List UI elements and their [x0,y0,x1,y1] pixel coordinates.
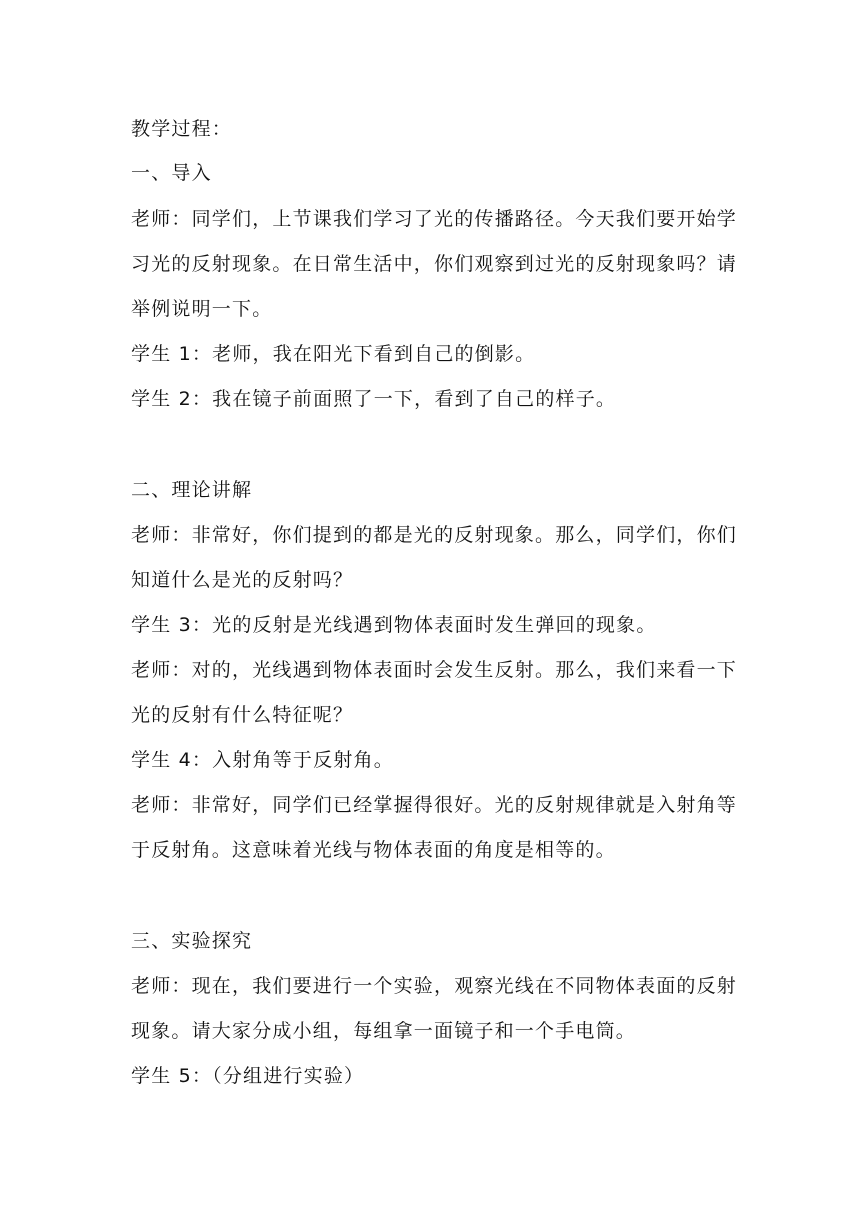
paragraph-line: 知道什么是光的反射吗？ [131,569,354,591]
paragraph-line: 学生 4：入射角等于反射角。 [131,749,394,771]
paragraph-line: 老师：对的，光线遇到物体表面时会发生反射。那么，我们来看一下 [131,659,738,681]
paragraph-line: 学生 3：光的反射是光线遇到物体表面时发生弹回的现象。 [131,614,657,636]
paragraph-line: 老师：非常好，同学们已经掌握得很好。光的反射规律就是入射角等 [131,794,738,816]
section-heading-theory: 二、理论讲解 [131,479,253,501]
section-heading-experiment: 三、实验探究 [131,930,253,952]
paragraph-line: 于反射角。这意味着光线与物体表面的角度是相等的。 [131,839,616,861]
paragraph-line: 老师：同学们，上节课我们学习了光的传播路径。今天我们要开始学 [131,208,738,230]
paragraph-line: 光的反射有什么特征呢？ [131,704,354,726]
section-heading-teaching-process: 教学过程： [131,118,233,140]
paragraph-line: 现象。请大家分成小组，每组拿一面镜子和一个手电筒。 [131,1020,637,1042]
paragraph-line: 学生 2：我在镜子前面照了一下，看到了自己的样子。 [131,388,617,410]
section-heading-introduction: 一、导入 [131,162,212,184]
paragraph-line: 学生 5：（分组进行实验） [131,1065,365,1087]
paragraph-line: 老师：现在，我们要进行一个实验，观察光线在不同物体表面的反射 [131,975,738,997]
paragraph-line: 习光的反射现象。在日常生活中，你们观察到过光的反射现象吗？请 [131,253,738,275]
paragraph-line: 举例说明一下。 [131,298,273,320]
paragraph-line: 学生 1：老师，我在阳光下看到自己的倒影。 [131,343,536,365]
paragraph-line: 老师：非常好，你们提到的都是光的反射现象。那么，同学们，你们 [131,524,738,546]
